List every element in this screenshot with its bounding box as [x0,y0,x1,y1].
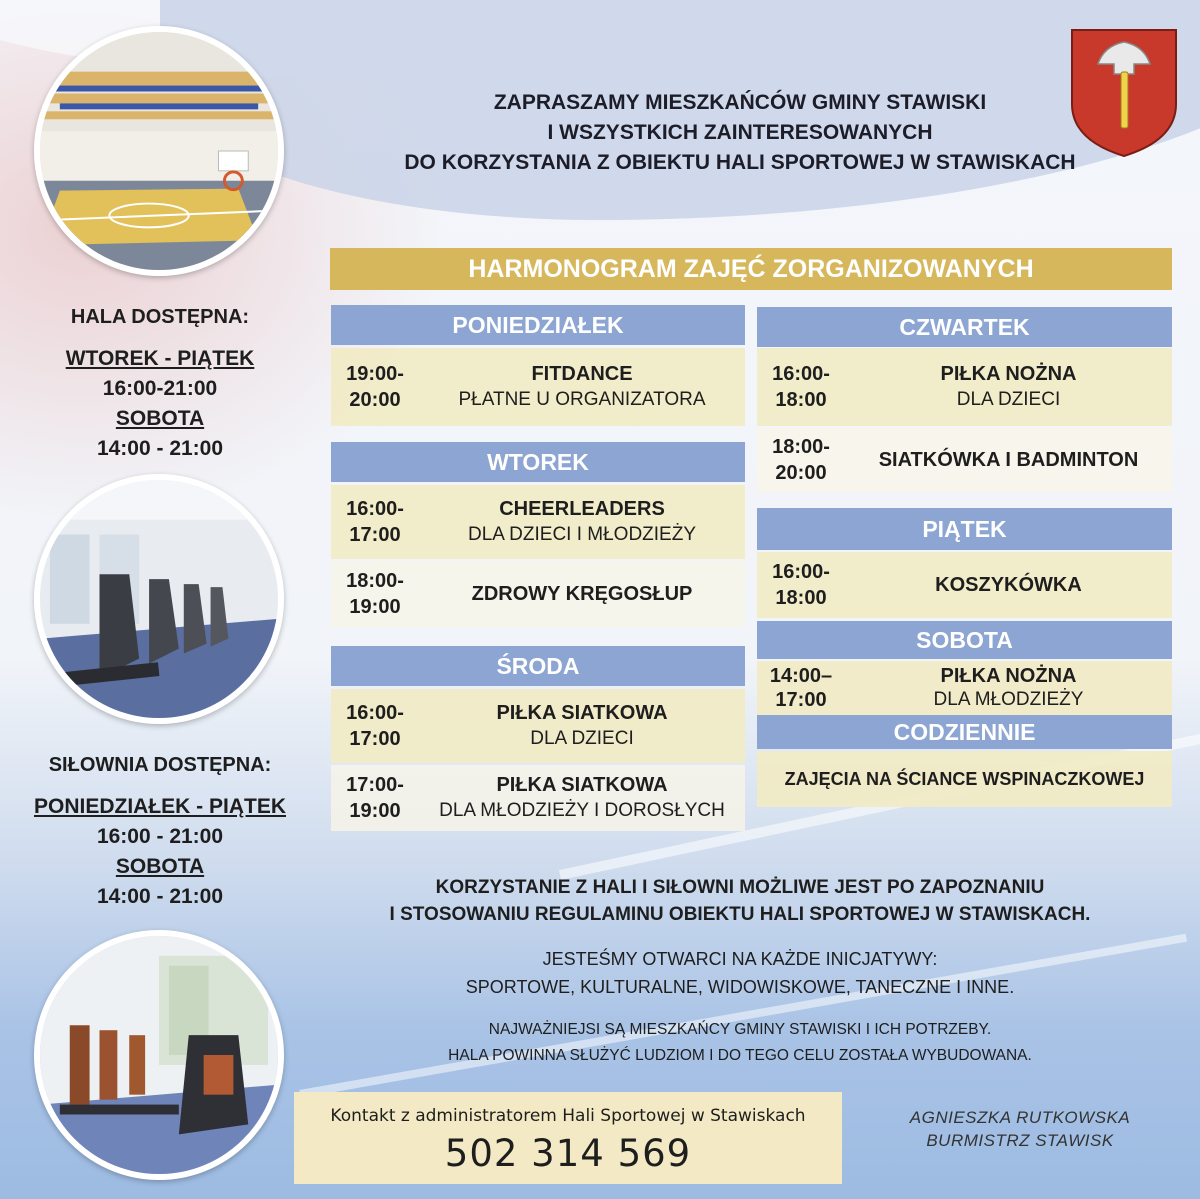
time-start: 17:00- [346,774,404,796]
hall-availability-title: HALA DOSTĘPNA: [70,306,250,328]
contact-phone[interactable]: 502 314 569 [444,1132,692,1175]
activity-name: PIŁKA NOŻNA [940,665,1077,687]
time-end: 18:00 [775,389,827,411]
time-start: 18:00- [772,436,830,458]
contact-box [294,1092,842,1184]
day-header-daily: CODZIENNIE [757,715,1172,749]
initiatives-line: SPORTOWE, KULTURALNE, WIDOWISKOWE, TANECZNE I INNE. [465,977,1015,997]
gym-days-saturday: SOBOTA [115,855,205,878]
schedule-title: HARMONOGRAM ZAJĘĆ ZORGANIZOWANYCH [330,248,1172,290]
time-end: 20:00 [349,389,401,411]
day-header-wednesday: ŚRODA [331,646,745,686]
gym-availability-title: SIŁOWNIA DOSTĘPNA: [48,754,272,776]
gym-hours-saturday: 14:00 - 21:00 [96,885,224,908]
row-time [331,772,419,824]
row-activity [845,664,1172,712]
hall-days-saturday: SOBOTA [115,407,205,430]
time-end: 17:00 [349,728,401,750]
schedule-row [757,348,1172,426]
signature-name: AGNIESZKA RUTKOWSKA [909,1108,1131,1127]
schedule-row [331,765,745,831]
row-activity [845,572,1172,598]
gym-treadmills-photo [34,474,284,724]
time-start: 16:00- [772,363,830,385]
header-line: I WSZYSTKICH ZAINTERESOWANYCH [547,121,933,144]
row-activity [845,447,1172,473]
row-time [757,361,845,413]
time-end: 20:00 [775,462,827,484]
activity-note: DLA MŁODZIEŻY [933,689,1084,710]
row-time [331,568,419,620]
activity-name: ZDROWY KRĘGOSŁUP [471,583,693,605]
schedule-row [757,428,1172,492]
row-activity [419,496,745,548]
activity-name: CHEERLEADERS [499,498,665,520]
activity-name: PIŁKA SIATKOWA [496,702,668,724]
activity-note: DLA DZIECI I MŁODZIEŻY [467,524,697,545]
schedule-row [757,661,1172,715]
hall-availability [0,302,320,464]
gym-availability [0,750,320,912]
signature-role: BURMISTRZ STAWISK [926,1131,1114,1150]
invitation-header [330,88,1150,178]
residents-line: NAJWAŻNIEJSI SĄ MIESZKAŃCY GMINY STAWISKI I ICH POTRZEBY. [488,1021,992,1038]
activity-name: SIATKÓWKA I BADMINTON [878,449,1139,471]
schedule-row [331,348,745,426]
activity-note: DLA DZIECI [530,728,634,749]
day-header-friday: PIĄTEK [757,508,1172,550]
activity-name: FITDANCE [531,363,633,385]
residents-notice [300,1017,1180,1069]
rules-line: KORZYSTANIE Z HALI I SIŁOWNI MOŻLIWE JEST PO ZAPOZNANIU [435,877,1045,898]
gym-days-weekday: PONIEDZIAŁEK - PIĄTEK [33,795,286,818]
time-end: 18:00 [775,587,827,609]
day-header-tuesday: WTOREK [331,442,745,482]
row-activity [419,772,745,824]
schedule-row [331,561,745,627]
activity-name: PIŁKA NOŻNA [940,363,1077,385]
row-time [757,434,845,486]
row-time [757,664,845,712]
hall-days-weekday: WTOREK - PIĄTEK [65,347,255,370]
residents-line: HALA POWINNA SŁUŻYĆ LUDZIOM I DO TEGO CELU ZOSTAŁA WYBUDOWANA. [448,1047,1032,1064]
day-header-saturday: SOBOTA [757,621,1172,659]
time-end: 17:00 [775,689,827,711]
rules-notice [300,874,1180,928]
time-start: 18:00- [346,570,404,592]
time-start: 16:00- [346,702,404,724]
activity-name: PIŁKA SIATKOWA [496,774,668,796]
row-activity [845,361,1172,413]
gym-hours-weekday: 16:00 - 21:00 [96,825,224,848]
row-activity [419,581,745,607]
time-start: 16:00- [346,498,404,520]
gym-machines-photo [34,930,284,1180]
header-line: ZAPRASZAMY MIESZKAŃCÓW GMINY STAWISKI [493,91,987,114]
schedule-row [331,689,745,763]
signature [880,1106,1160,1152]
row-time [757,559,845,611]
day-header-monday: PONIEDZIAŁEK [331,305,745,345]
activity-note: DLA DZIECI [956,389,1061,410]
time-start: 14:00– [769,665,833,687]
initiatives-line: JESTEŚMY OTWARCI NA KAŻDE INICJATYWY: [542,949,938,969]
hall-hours-weekday: 16:00-21:00 [102,377,218,400]
row-time [331,361,419,413]
schedule-row [757,552,1172,618]
row-time [331,700,419,752]
schedule-row [757,751,1172,807]
time-end: 19:00 [349,596,401,618]
hall-hours-saturday: 14:00 - 21:00 [96,437,224,460]
day-header-thursday: CZWARTEK [757,307,1172,347]
time-start: 16:00- [772,561,830,583]
initiatives-notice [300,945,1180,1001]
contact-label: Kontakt z administratorem Hali Sportowej w Stawiskach [330,1106,806,1126]
sports-hall-photo [34,26,284,276]
activity-name: KOSZYKÓWKA [935,574,1082,596]
rules-line: I STOSOWANIU REGULAMINU OBIEKTU HALI SPORTOWEJ W STAWISKACH. [389,904,1091,925]
activity-note: PŁATNE U ORGANIZATORA [458,389,706,410]
time-end: 17:00 [349,524,401,546]
activity-name: ZAJĘCIA NA ŚCIANCE WSPINACZKOWEJ [784,769,1145,789]
row-activity [757,766,1172,792]
time-end: 19:00 [349,800,401,822]
header-line: DO KORZYSTANIA Z OBIEKTU HALI SPORTOWEJ W STAWISKACH [404,151,1076,174]
time-start: 19:00- [346,363,404,385]
schedule-row [331,485,745,559]
row-activity [419,700,745,752]
row-time [331,496,419,548]
row-activity [419,361,745,413]
activity-note: DLA MŁODZIEŻY I DOROSŁYCH [439,800,725,821]
